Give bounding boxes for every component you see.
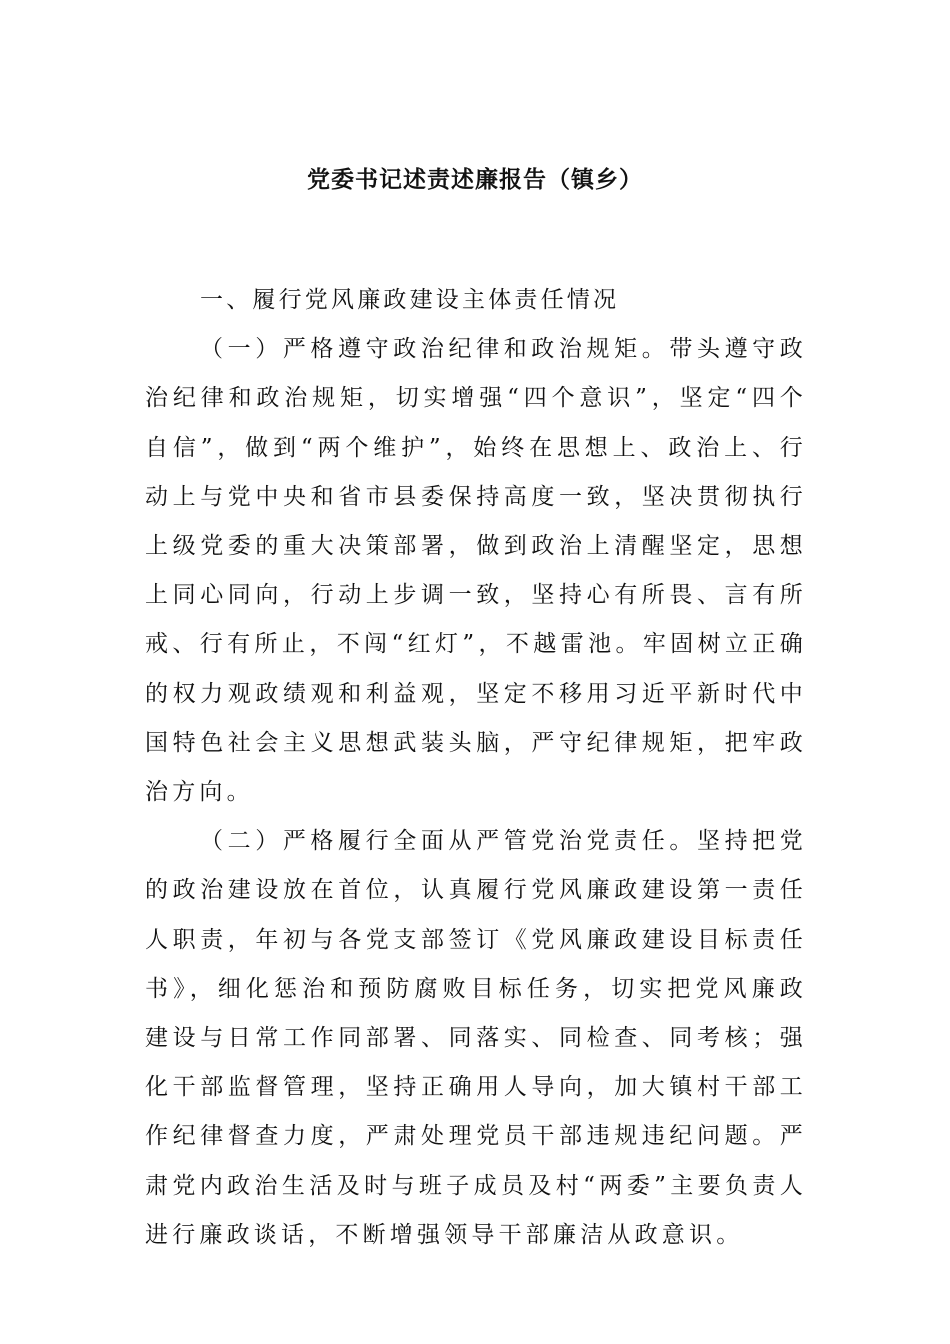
paragraph-1: （一）严格遵守政治纪律和政治规矩。带头遵守政治纪律和政治规矩，切实增强“四个意识”，坚定“四个自信”，做到“两个维护”，始终在思想上、政治上、行动上与党中央和省市县委保持高度一致，坚决贯彻执行上级党委的重大决策部署，做到政治上清醒坚定，思想上同心同向，行动上步调一致，坚持心有所畏、言有所戒、行有所止，不闯“红灯”，不越雷池。牢固树立正确的权力观政绩观和利益观，坚定不移用习近平新时代中国特色社会主义思想武装头脑，严守纪律规矩，把牢政治方向。	[145, 336, 807, 806]
document-title: 党委书记述责述廉报告（镇乡）	[307, 166, 643, 193]
paragraph-2: （二）严格履行全面从严管党治党责任。坚持把党的政治建设放在首位，认真履行党风廉政建设第一责任人职责，年初与各党支部签订《党风廉政建设目标责任书》，细化惩治和预防腐败目标任务，切实把党风廉政建设与日常工作同部署、同落实、同检查、同考核；强化干部监督管理，坚持正确用人导向，加大镇村干部工作纪律督查力度，严肃处理党员干部违规违纪问题。严肃党内政治生活及时与班子成员及村“两委”主要负责人进行廉政谈话，不断增强领导干部廉洁从政意识。	[145, 828, 807, 1248]
section-heading: 一、履行党风廉政建设主体责任情况	[200, 287, 620, 313]
document-body	[145, 276, 807, 1260]
